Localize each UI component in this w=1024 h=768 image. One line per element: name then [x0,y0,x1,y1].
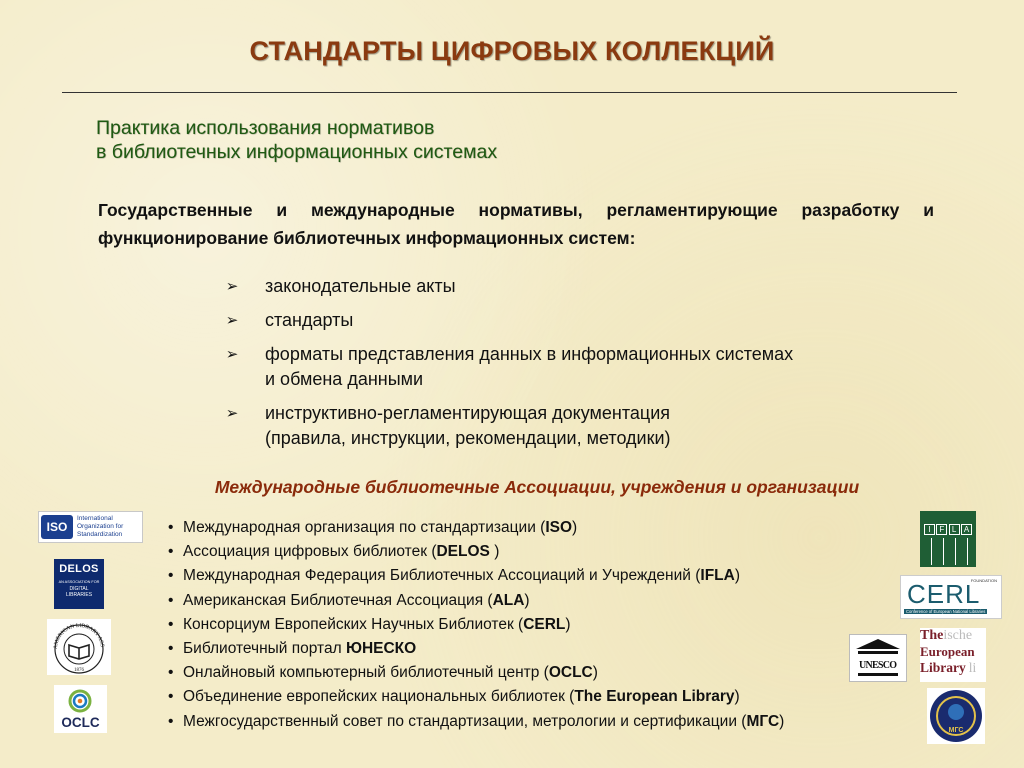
organizations-list [168,516,784,734]
arrow-bullet-icon: ➢ [225,405,239,422]
list-item: ➢ законодательные акты [222,274,922,299]
list-item: ➢ форматы представления данных в информационных системах и обмена данными [222,342,922,392]
bullet-dot-icon: • [168,543,174,561]
list-item: • Международная организация по стандартизации (ISO) [168,516,784,540]
list-item: • Американская Библиотечная Ассоциация (ALA) [168,589,784,613]
normative-list [222,274,922,460]
bullet-dot-icon: • [168,519,174,536]
arrow-bullet-icon: ➢ [225,278,239,295]
mgs-logo [927,688,985,744]
bullet-dot-icon: • [168,712,174,730]
iso-logo: ISO International Organization for Standardization [38,511,143,543]
bullet-dot-icon: • [168,664,174,682]
subtitle [96,116,497,164]
arrow-bullet-icon: ➢ [225,312,239,329]
list-item: ➢ стандарты [222,308,922,333]
list-item: ➢ инструктивно-регламентирующая документация (правила, инструкции, рекомендации, методики) [222,401,922,451]
svg-text:UNESCO: UNESCO [859,660,897,671]
ifla-letter: F [936,524,947,535]
ifla-letter: I [924,524,935,535]
ifla-letter: L [949,524,960,535]
ifla-letter: A [961,524,972,535]
subtitle-line-1: Практика использования нормативов [96,117,435,139]
ala-seal-icon [47,619,111,675]
ifla-logo [920,511,976,567]
list-item: • Объединение европейских национальных библиотек (The European Library) [168,685,784,709]
list-item: • Консорциум Европейских Научных Библиотек (CERL) [168,613,784,637]
list-item: • Ассоциация цифровых библиотек (DELOS ) [168,540,784,564]
ala-logo [47,619,111,675]
svg-text:МГС: МГС [948,727,964,734]
european-library-logo: Theische European Library li [920,628,986,682]
cerl-logo: FOUNDATION CERL Conference of European National Libraries [900,575,1002,619]
oclc-swirl-icon [54,685,107,715]
arrow-bullet-icon: ➢ [225,346,239,363]
oclc-logo: OCLC [54,685,107,733]
bullet-dot-icon: • [168,591,174,609]
list-item: • Онлайновый компьютерный библиотечный центр (OCLC) [168,661,784,685]
associations-heading: Международные библиотечные Ассоциации, учреждения и организации [214,477,860,497]
list-item: • Библиотечный портал ЮНЕСКО [168,637,784,661]
bullet-dot-icon: • [168,615,174,633]
iso-mark: ISO [41,515,73,539]
list-item: • Международная Федерация Библиотечных Ассоциаций и Учреждений (IFLA) [168,564,784,588]
title-divider [62,92,957,93]
unesco-temple-icon [850,635,906,681]
bullet-dot-icon: • [168,567,174,585]
delos-logo: DELOS AN ASSOCIATION FOR DIGITAL LIBRARIES [54,559,104,609]
intro-paragraph: Государственные и международные нормативы, регламентирующие разработку и функционирование библиотечных информационных систем: [98,200,934,248]
unesco-logo [849,634,907,682]
slide-title: СТАНДАРТЫ ЦИФРОВЫХ КОЛЛЕКЦИЙ [249,36,775,66]
svg-text:1876: 1876 [74,668,84,673]
bullet-dot-icon: • [168,640,174,658]
bullet-dot-icon: • [168,688,174,706]
mgs-emblem-icon [927,688,985,744]
svg-text:AMERICAN LIBRARY ASSOCIATION: AMERICAN LIBRARY ASS [52,622,105,650]
list-item: • Межгосударственный совет по стандартизации, метрологии и сертификации (МГС) [168,710,784,734]
subtitle-line-2: в библиотечных информационных системах [96,141,498,163]
